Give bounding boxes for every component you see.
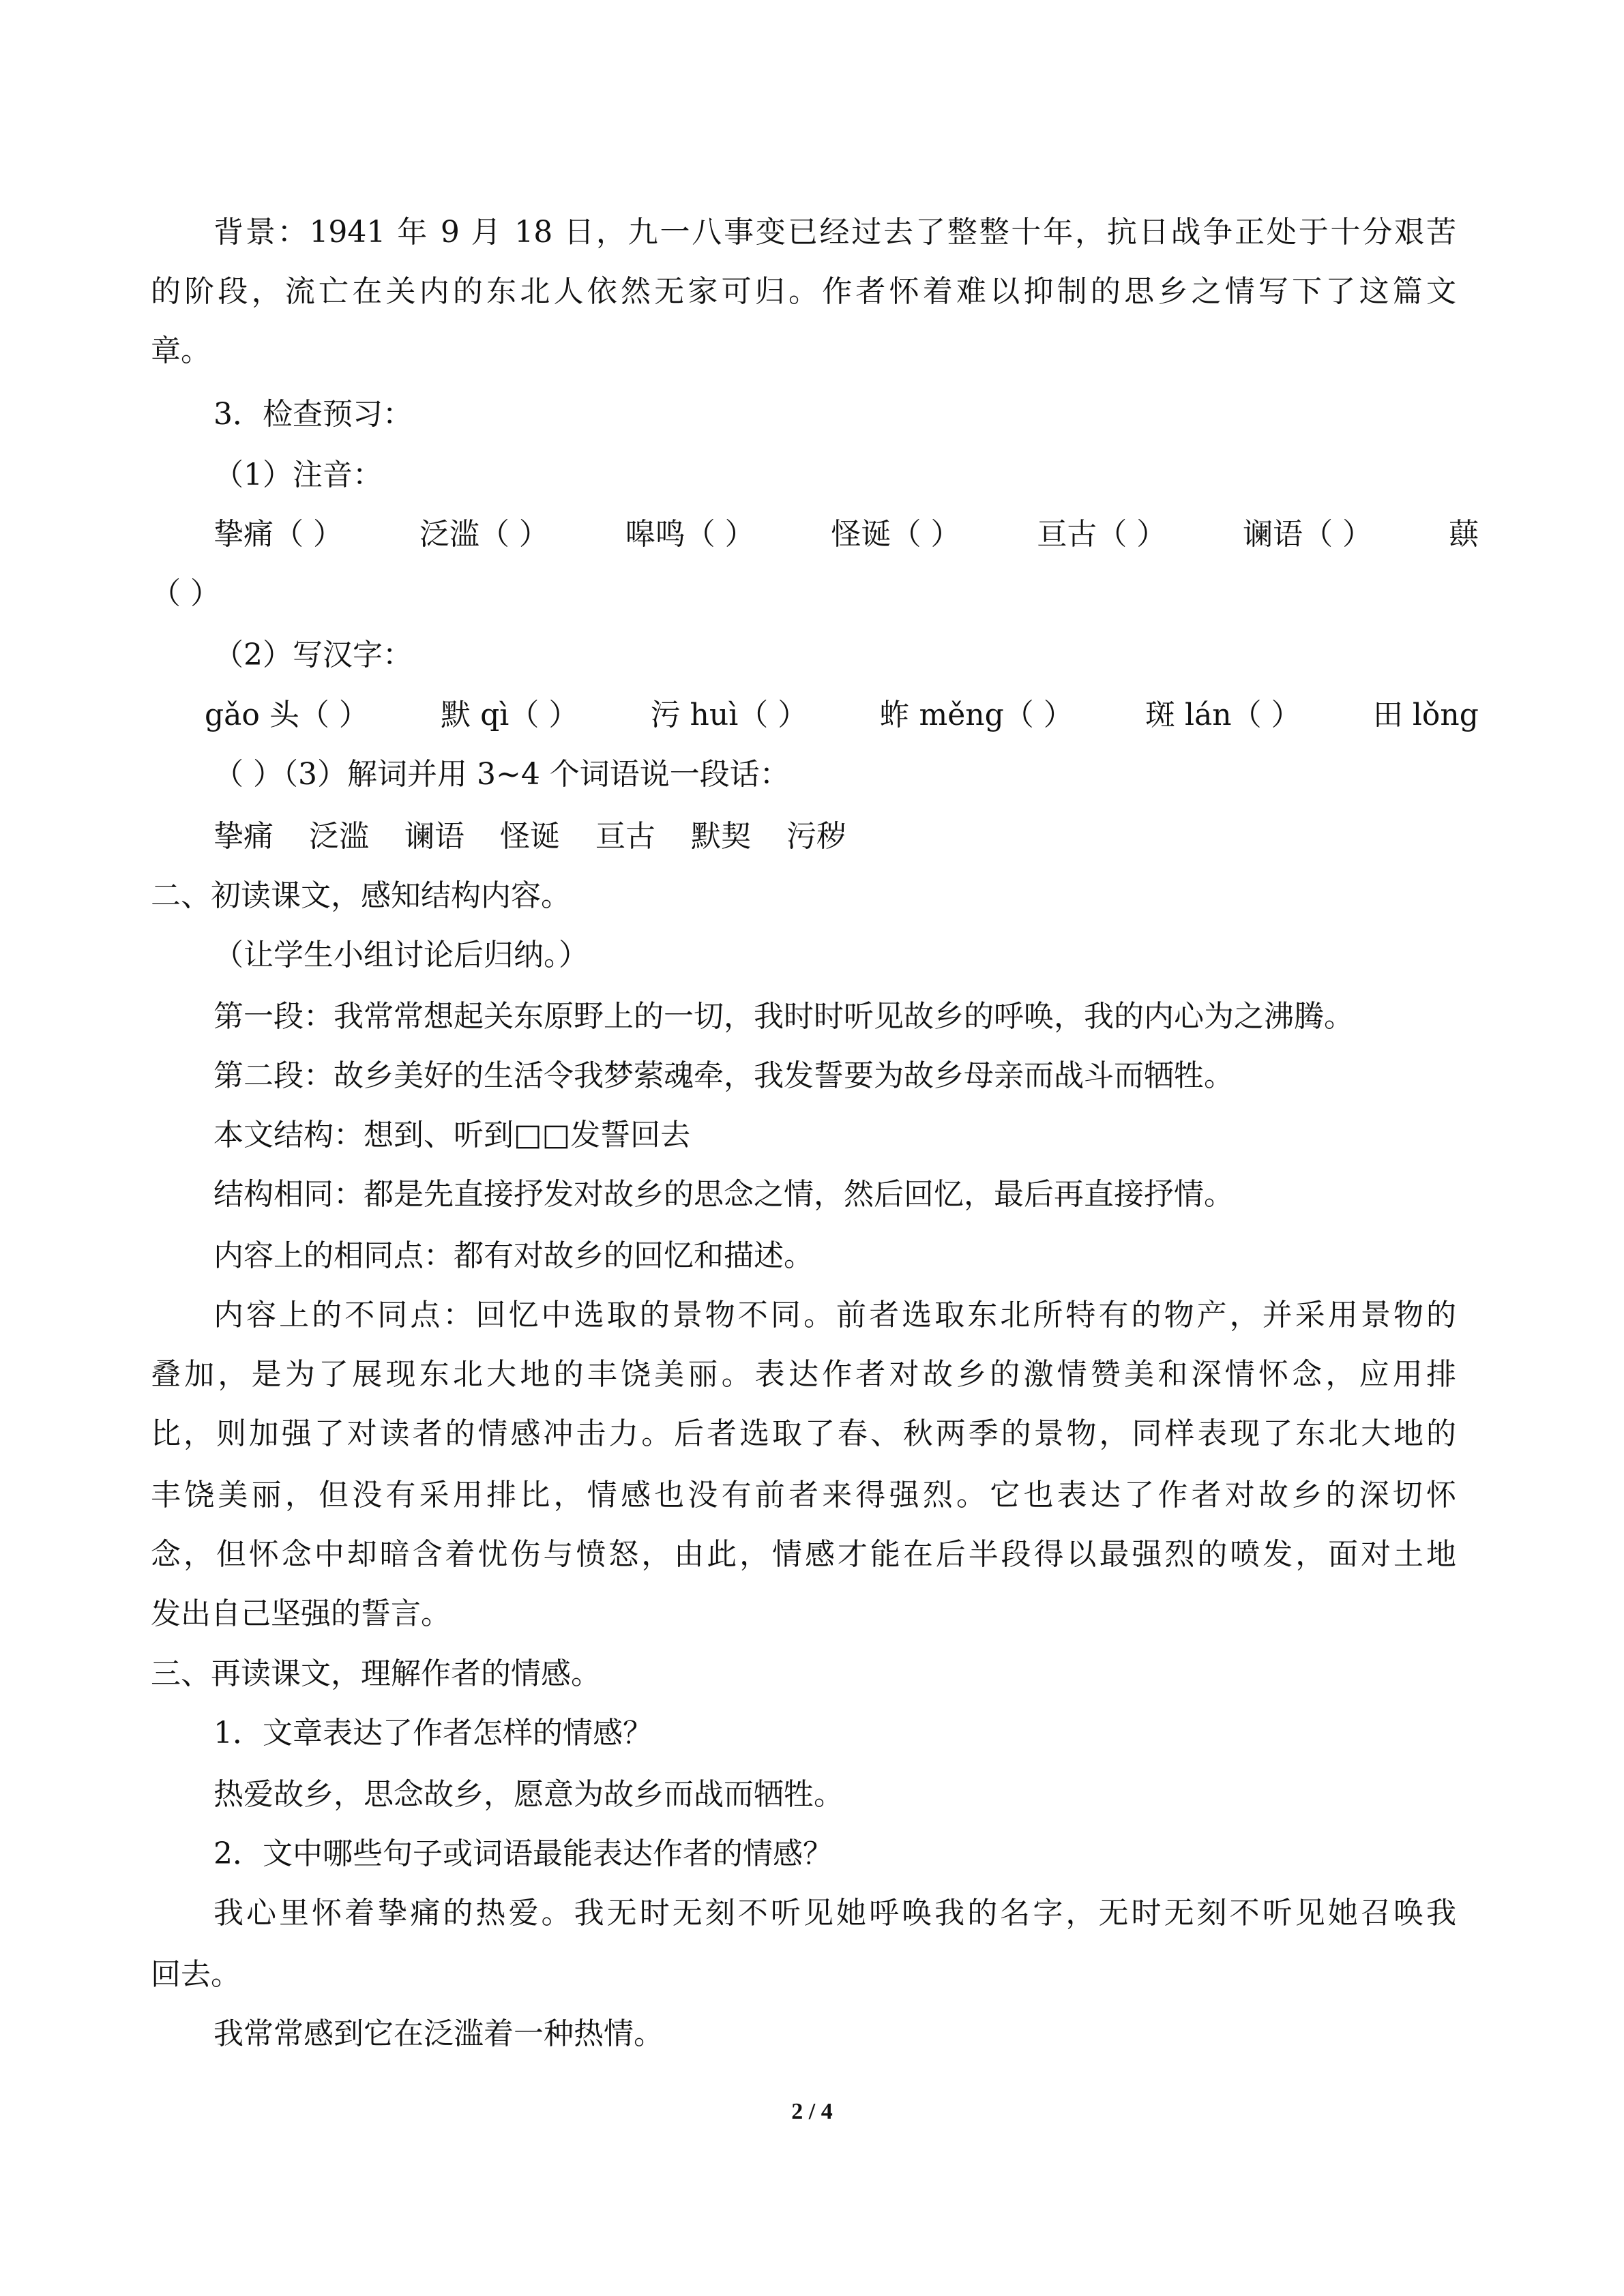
section3-question-2: 2．文中哪些句子或词语最能表达作者的情感？ xyxy=(213,1836,833,1871)
hanzi-word: 田 lǒng xyxy=(1372,698,1479,732)
pinyin-heading: （1）注音： xyxy=(213,458,383,492)
vocab-row xyxy=(213,816,846,857)
section2-para-6-line-2: 叠加，是为了展现东北大地的丰饶美丽。表达作者对故乡的激情赞美和深情怀念，应用排 xyxy=(151,1357,1456,1392)
section3-question-1: 1．文章表达了作者怎样的情感？ xyxy=(213,1716,653,1750)
section2-para-6-line-4: 丰饶美丽，但没有采用排比，情感也没有前者来得强烈。它也表达了作者对故乡的深切怀 xyxy=(151,1478,1456,1512)
hanzi-heading: （2）写汉字： xyxy=(213,638,413,672)
section2-para-1: 第一段：我常常想起关东原野上的一切，我时时听见故乡的呼唤，我的内心为之沸腾。 xyxy=(213,999,1354,1034)
vocab-word: 挚痛 xyxy=(213,819,274,854)
section2-para-5: 内容上的相同点：都有对故乡的回忆和描述。 xyxy=(213,1238,814,1273)
section3-answer-2-line-1: 我心里怀着挚痛的热爱。我无时无刻不听见她呼唤我的名字，无时无刻不听见她召唤我 xyxy=(213,1896,1456,1930)
section3-answer-3: 我常常感到它在泛滥着一种热情。 xyxy=(213,2016,664,2051)
section2-para-4: 结构相同：都是先直接抒发对故乡的思念之情，然后回忆，最后再直接抒情。 xyxy=(213,1177,1234,1212)
pinyin-word: 谰语（ ） xyxy=(1243,517,1373,552)
hanzi-word: gǎo 头（ ） xyxy=(205,698,369,732)
hanzi-word: 蚱 měng（ ） xyxy=(879,698,1074,732)
background-line-1: 背景：1941 年 9 月 18 日，九一八事变已经过去了整整十年，抗日战争正处于十分艰苦 xyxy=(213,215,1456,250)
section3-answer-1: 热爱故乡，思念故乡，愿意为故乡而战而牺牲。 xyxy=(213,1777,844,1812)
section2-para-6-line-5: 念，但怀念中却暗含着忧伤与愤怒，由此，情感才能在后半段得以最强烈的喷发，面对土地 xyxy=(151,1537,1456,1572)
hanzi-word: 斑 lán（ ） xyxy=(1145,698,1301,732)
pinyin-word: 嗥鸣（ ） xyxy=(625,517,755,552)
section2-para-6-line-3: 比，则加强了对读者的情感冲击力。后者选取了春、秋两季的景物，同样表现了东北大地的 xyxy=(151,1416,1456,1451)
section2-para-6-line-1: 内容上的不同点：回忆中选取的景物不同。前者选取东北所特有的物产，并采用景物的 xyxy=(213,1298,1456,1332)
pinyin-word: 泛滥（ ） xyxy=(419,517,549,552)
vocab-word: 怪诞 xyxy=(500,819,560,854)
pinyin-row xyxy=(213,514,1479,555)
vocab-word: 亘古 xyxy=(595,819,655,854)
section3-heading: 三、再读课文，理解作者的情感。 xyxy=(151,1656,601,1691)
hanzi-word: 默 qì（ ） xyxy=(441,698,579,732)
section2-para-3: 本文结构：想到、听到□□发誓回去 xyxy=(213,1118,691,1152)
section2-note: （让学生小组讨论后归纳。） xyxy=(213,938,589,972)
pinyin-word: 蕻 xyxy=(1448,517,1479,552)
vocab-word: 默契 xyxy=(691,819,751,854)
vocab-word: 污秽 xyxy=(786,819,846,854)
background-line-2: 的阶段，流亡在关内的东北人依然无家可归。作者怀着难以抑制的思乡之情写下了这篇文 xyxy=(151,274,1456,309)
hanzi-wrap: （ ）（3）解词并用 3~4 个词语说一段话： xyxy=(213,757,790,792)
section3-answer-2-line-2: 回去。 xyxy=(151,1957,241,1992)
hanzi-row xyxy=(205,695,1479,736)
preview-heading: 3．检查预习： xyxy=(213,397,413,432)
background-line-3: 章。 xyxy=(151,333,211,368)
pinyin-word: 挚痛（ ） xyxy=(213,517,343,552)
vocab-word: 谰语 xyxy=(404,819,464,854)
vocab-word: 泛滥 xyxy=(309,819,369,854)
section2-para-6-line-6: 发出自己坚强的誓言。 xyxy=(151,1596,451,1631)
pinyin-word: 怪诞（ ） xyxy=(831,517,961,552)
page-number: 2 / 4 xyxy=(791,2099,833,2124)
pinyin-word: 亘古（ ） xyxy=(1037,517,1167,552)
section2-para-2: 第二段：故乡美好的生活令我梦萦魂牵，我发誓要为故乡母亲而战斗而牺牲。 xyxy=(213,1058,1234,1093)
pinyin-wrap: （ ） xyxy=(151,576,220,611)
section2-heading: 二、初读课文，感知结构内容。 xyxy=(151,878,571,913)
hanzi-word: 污 huì（ ） xyxy=(650,698,808,732)
